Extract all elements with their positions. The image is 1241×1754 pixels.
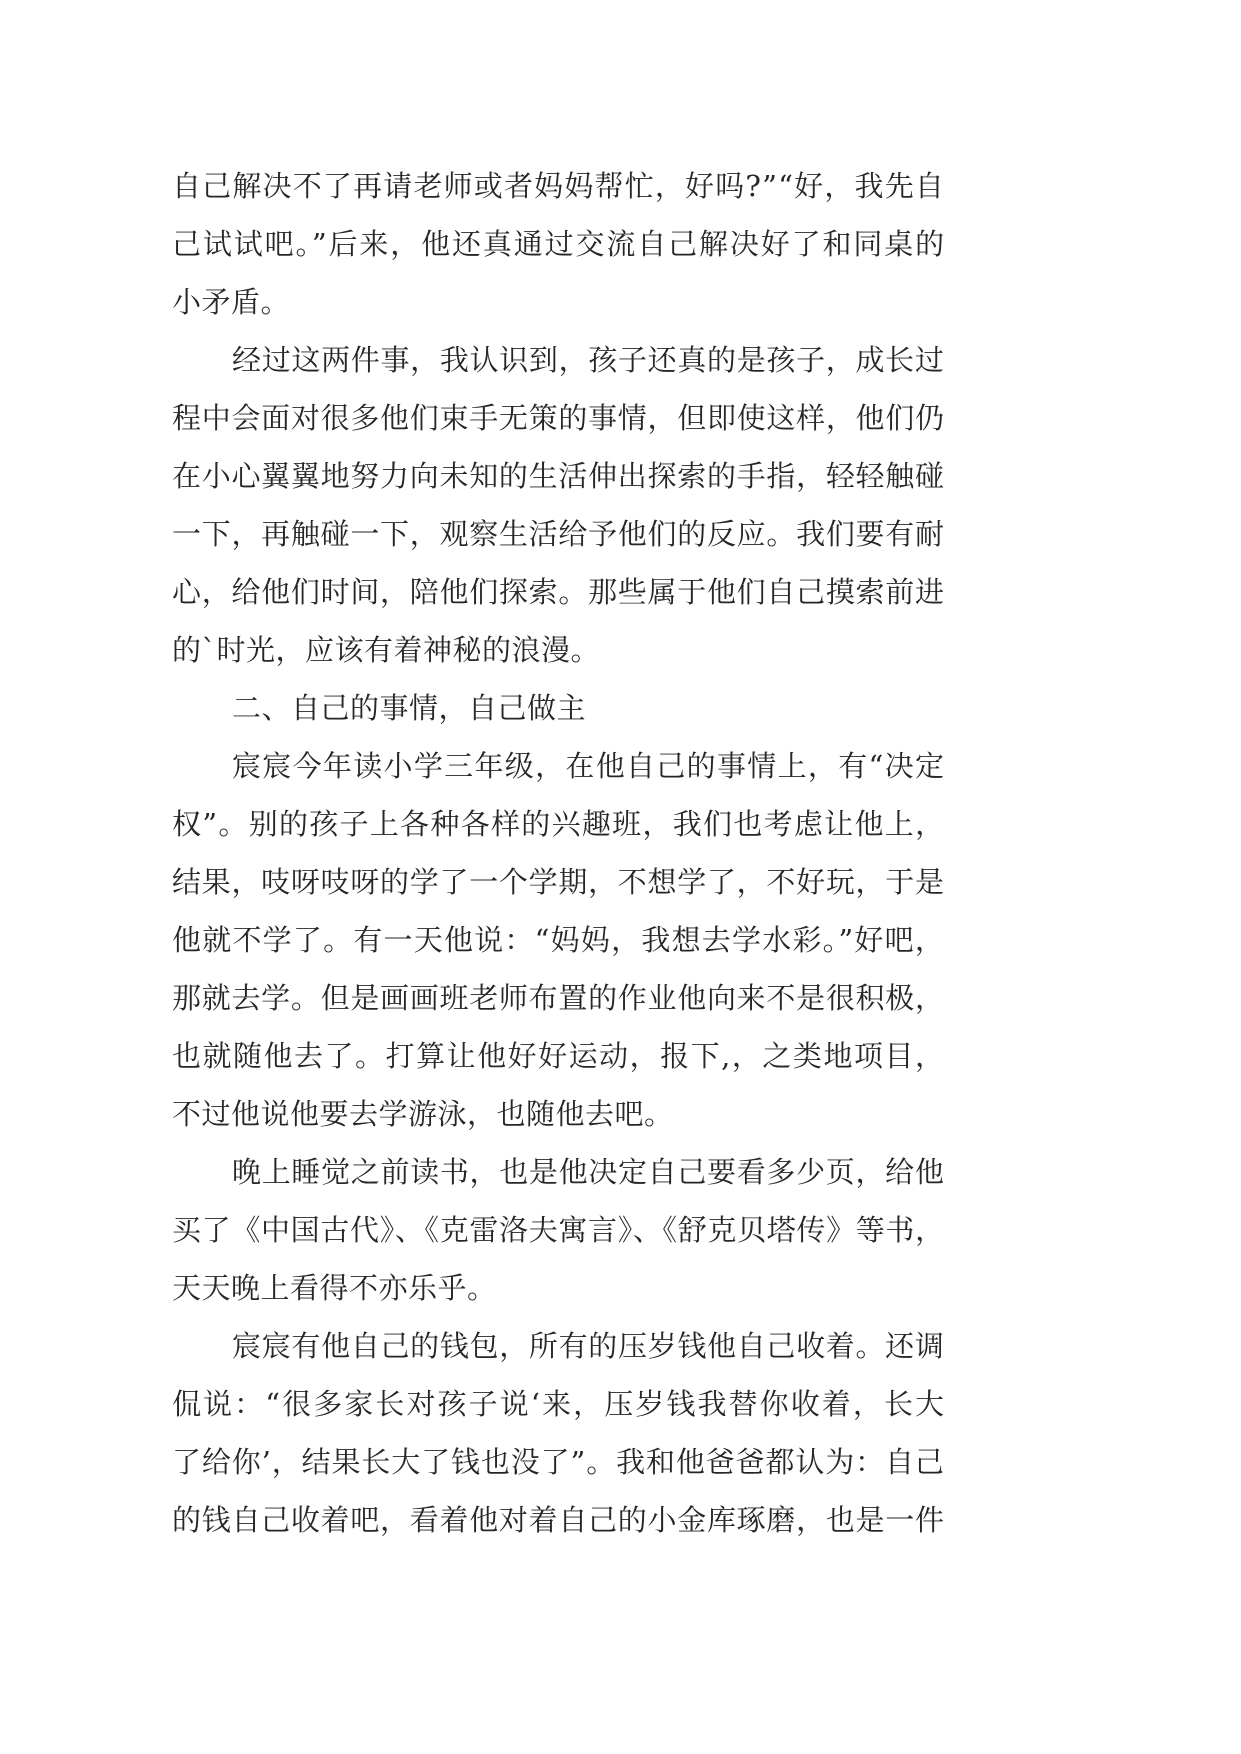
line-text: 天天晚上看得不亦乐乎。 bbox=[172, 1271, 497, 1305]
text-line bbox=[172, 389, 952, 447]
text-line bbox=[172, 1317, 952, 1375]
line-text: 了给你’，结果长大了钱也没了”。我和他爸爸都认为：自己 bbox=[172, 1445, 945, 1479]
paragraph bbox=[172, 157, 952, 331]
line-text: 买了《中国古代》、《克雷洛夫寓言》、《舒克贝塔传》等书， bbox=[172, 1213, 945, 1247]
paragraph bbox=[172, 1143, 952, 1317]
heading-text: 二、自己的事情，自己做主 bbox=[232, 691, 587, 725]
text-line bbox=[172, 1433, 952, 1491]
line-text: 小矛盾。 bbox=[172, 285, 291, 319]
text-line bbox=[172, 1491, 952, 1549]
line-text: 的钱自己收着吧，看着他对着自己的小金库琢磨，也是一件 bbox=[172, 1503, 945, 1537]
line-text: 经过这两件事，我认识到，孩子还真的是孩子，成长过 bbox=[232, 343, 945, 377]
line-text: 也就随他去了。打算让他好好运动，报下,，之类地项目， bbox=[172, 1039, 946, 1073]
section-heading bbox=[172, 679, 952, 737]
line-text: 在小心翼翼地努力向未知的生活伸出探索的手指，轻轻触碰 bbox=[172, 459, 945, 493]
line-text: 权”。别的孩子上各种各样的兴趣班，我们也考虑让他上， bbox=[172, 807, 946, 841]
text-line bbox=[172, 1259, 952, 1317]
line-text: 程中会面对很多他们束手无策的事情，但即使这样，他们仍 bbox=[172, 401, 945, 435]
line-text: 心，给他们时间，陪他们探索。那些属于他们自己摸索前进 bbox=[172, 575, 945, 609]
text-line bbox=[172, 447, 952, 505]
text-line bbox=[172, 1201, 952, 1259]
text-line bbox=[172, 853, 952, 911]
line-text: 不过他说他要去学游泳，也随他去吧。 bbox=[172, 1097, 674, 1131]
paragraph bbox=[172, 331, 952, 679]
text-line bbox=[172, 1027, 952, 1085]
body-text bbox=[172, 157, 952, 1549]
text-line bbox=[172, 505, 952, 563]
text-line bbox=[172, 795, 952, 853]
text-line bbox=[172, 969, 952, 1027]
paragraph bbox=[172, 1317, 952, 1549]
paragraph bbox=[172, 737, 952, 1143]
line-text: 那就去学。但是画画班老师布置的作业他向来不是很积极， bbox=[172, 981, 945, 1015]
line-text: 宸宸今年读小学三年级，在他自己的事情上，有“决定 bbox=[232, 749, 946, 783]
text-line bbox=[172, 157, 952, 215]
text-line bbox=[172, 621, 952, 679]
line-text: 晚上睡觉之前读书，也是他决定自己要看多少页，给他 bbox=[232, 1155, 945, 1189]
text-line bbox=[172, 215, 952, 273]
text-line bbox=[172, 679, 952, 737]
line-text: 的`时光，应该有着神秘的浪漫。 bbox=[172, 633, 601, 667]
text-line bbox=[172, 331, 952, 389]
line-text: 他就不学了。有一天他说：“妈妈，我想去学水彩。”好吧， bbox=[172, 923, 946, 957]
text-line bbox=[172, 1143, 952, 1201]
text-line bbox=[172, 911, 952, 969]
line-text: 宸宸有他自己的钱包，所有的压岁钱他自己收着。还调 bbox=[232, 1329, 945, 1363]
line-text: 结果，吱呀吱呀的学了一个学期，不想学了，不好玩，于是 bbox=[172, 865, 945, 899]
text-line bbox=[172, 737, 952, 795]
text-line bbox=[172, 273, 952, 331]
line-text: 己试试吧。”后来，他还真通过交流自己解决好了和同桌的 bbox=[172, 227, 946, 261]
text-line bbox=[172, 1375, 952, 1433]
text-line bbox=[172, 563, 952, 621]
text-line bbox=[172, 1085, 952, 1143]
line-text: 一下，再触碰一下，观察生活给予他们的反应。我们要有耐 bbox=[172, 517, 945, 551]
line-text: 自己解决不了再请老师或者妈妈帮忙，好吗?”“好，我先自 bbox=[172, 169, 946, 203]
line-text: 侃说：“很多家长对孩子说‘来，压岁钱我替你收着，长大 bbox=[172, 1387, 947, 1421]
